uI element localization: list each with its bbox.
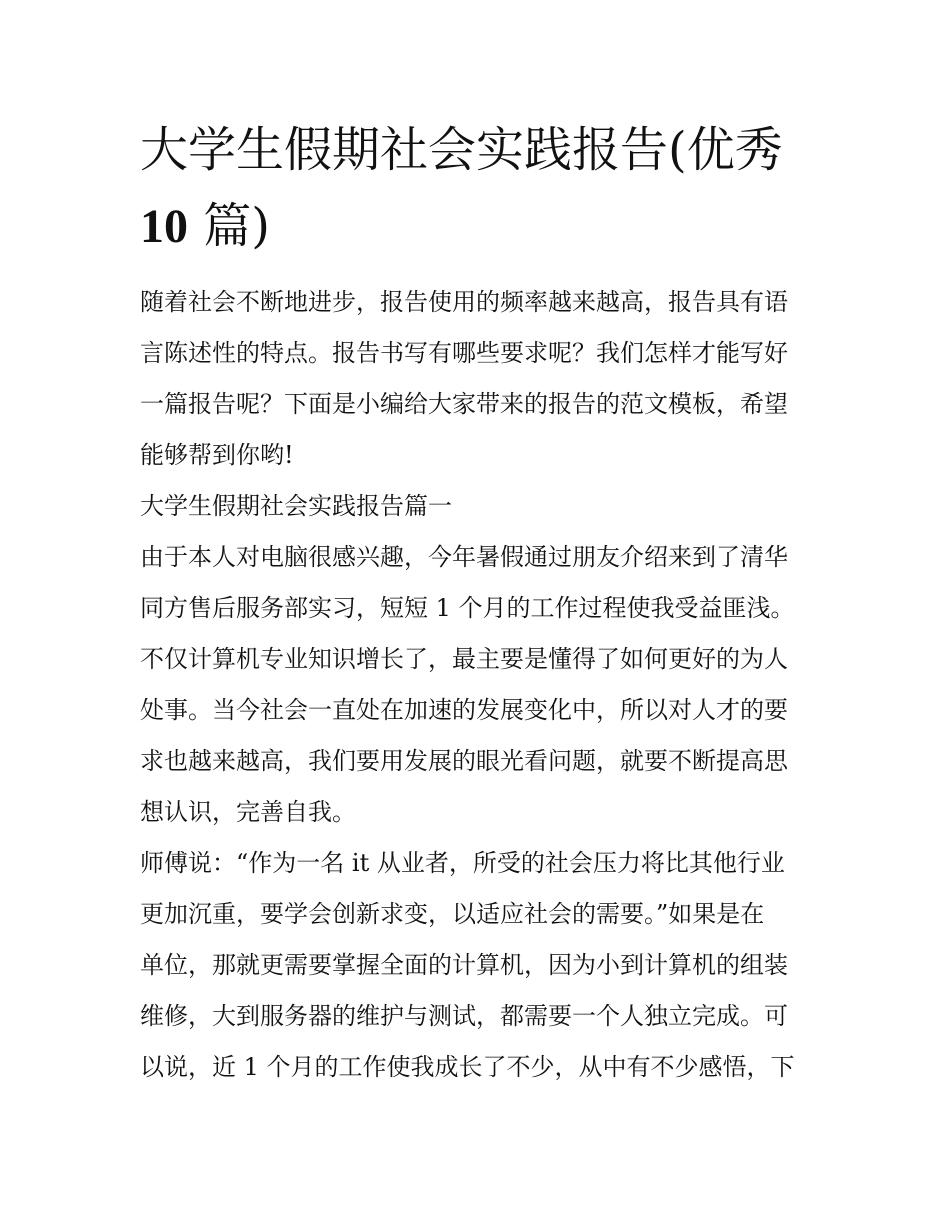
text-line: 随着社会不断地进步，报告使用的频率越来越高，报告具有语 [140, 288, 788, 316]
text-line: 维修，大到服务器的维护与测试，都需要一个人独立完成。可 [140, 1002, 788, 1030]
title-count: 10 [140, 200, 188, 253]
section-heading-text: 大学生假期社会实践报告篇一 [140, 492, 452, 520]
text-line: 能够帮到你哟! [140, 441, 294, 469]
text-line: 不仅计算机专业知识增长了，最主要是懂得了如何更好的为人 [140, 645, 788, 673]
title-suffix: 篇) [188, 198, 270, 254]
text-line: 同方售后服务部实习，短短 1 个月的工作过程使我受益匪浅。 [140, 594, 795, 622]
text-line: 一篇报告呢？下面是小编给大家带来的报告的范文模板，希望 [140, 390, 788, 418]
text-line: 言陈述性的特点。报告书写有哪些要求呢？我们怎样才能写好 [140, 339, 788, 367]
text-line: 以说，近 1 个月的工作使我成长了不少，从中有不少感悟，下 [140, 1053, 795, 1081]
title-line-1: 大学生假期社会实践报告(优秀 [140, 122, 783, 178]
intro-paragraph [140, 277, 820, 481]
text-line: 单位，那就更需要掌握全面的计算机，因为小到计算机的组装 [140, 951, 788, 979]
text-line: 师傅说：“作为一名 it 从业者，所受的社会压力将比其他行业 [140, 849, 785, 877]
section-heading [140, 481, 820, 532]
text-line: 想认识，完善自我。 [140, 798, 356, 826]
document-title [140, 112, 820, 265]
paragraph-2 [140, 838, 820, 1093]
text-line: 由于本人对电脑很感兴趣，今年暑假通过朋友介绍来到了清华 [140, 543, 788, 571]
title-line-2 [140, 188, 820, 265]
text-line: 处事。当今社会一直处在加速的发展变化中，所以对人才的要 [140, 696, 788, 724]
text-line: 更加沉重，要学会创新求变，以适应社会的需要。”如果是在 [140, 900, 765, 928]
paragraph-1 [140, 532, 820, 838]
text-line: 求也越来越高，我们要用发展的眼光看问题，就要不断提高思 [140, 747, 788, 775]
